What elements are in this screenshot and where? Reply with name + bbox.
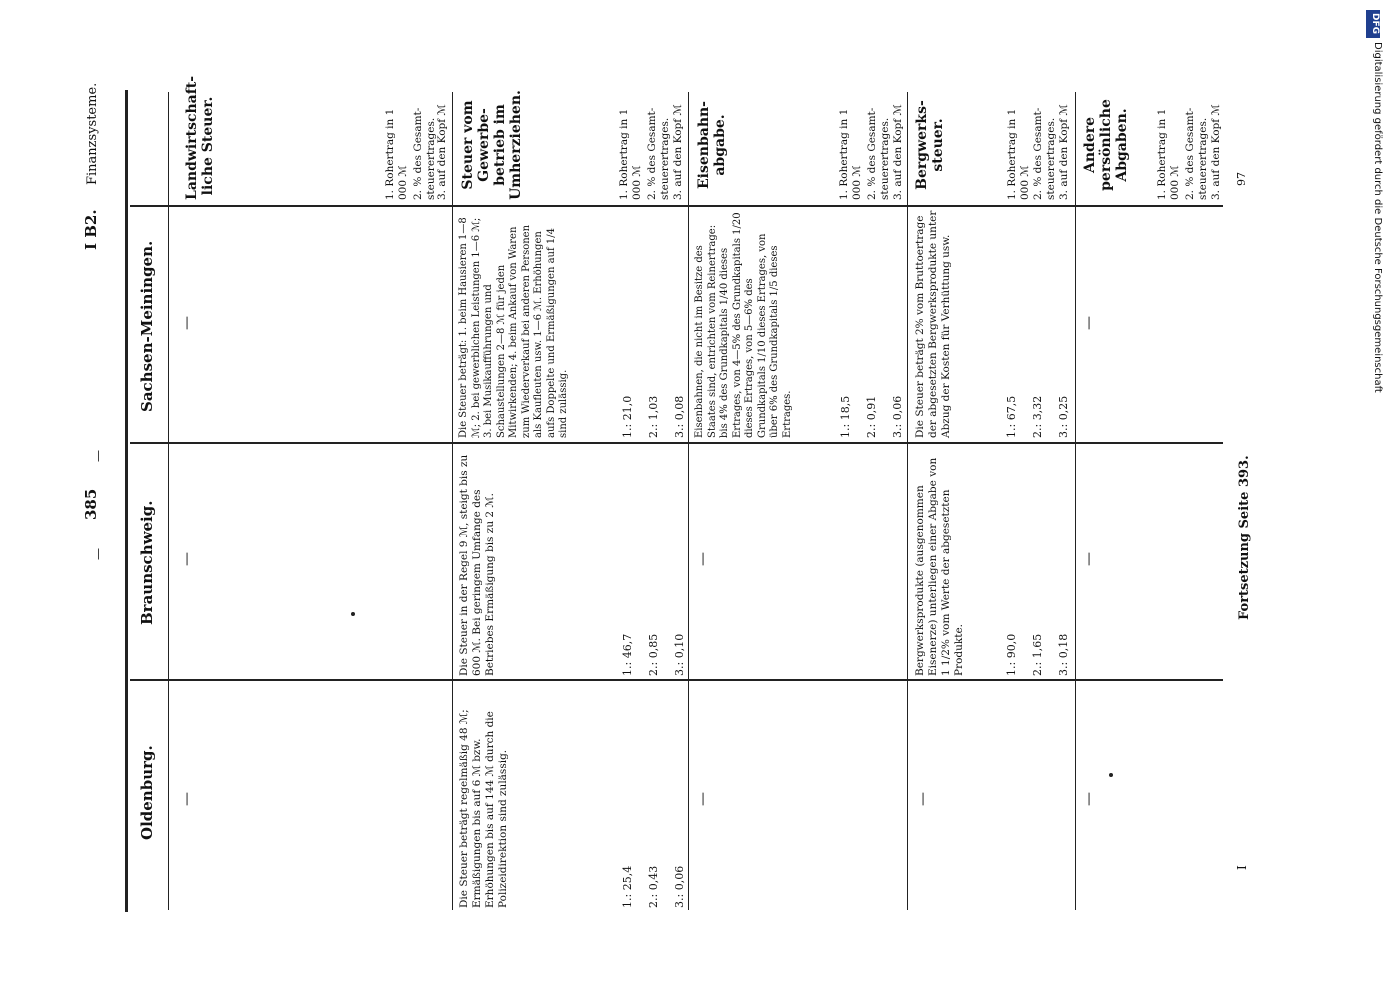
column-header-braunschweig: Braunschweig.	[138, 500, 156, 625]
cell-r4-sachsen-meiningen-v3: 3.: 0,25	[1057, 395, 1070, 438]
continuation-note: Fortsetzung Seite 393.	[1237, 455, 1252, 620]
legend-r2-2: 2. % des Gesamt-steuerertrages.	[646, 107, 671, 200]
cell-r5-oldenburg: —	[1081, 792, 1097, 806]
row-separator-2	[688, 92, 689, 910]
column-divider-2	[130, 442, 1223, 444]
cell-r2-oldenburg-text: Die Steuer beträgt regelmäßig 48 ℳ; Ermäßigungen bis auf 6 ℳ bzw. Erhöhungen bis auf 144 ℳ durch die Polizeidirektion sind zulässig.	[458, 709, 510, 908]
dfg-logo-text: DFG	[1370, 13, 1380, 35]
cell-r1-sachsen-meiningen: —	[179, 316, 195, 330]
digitization-note: Digitalisierung gefördert durch die Deutsche Forschungsgemeinschaft	[1372, 42, 1383, 393]
row-separator-3	[907, 92, 908, 910]
footer-roman: I	[1235, 865, 1249, 870]
legend-r5-2: 2. % des Gesamt-steuerertrages.	[1184, 107, 1209, 200]
category-eisenbahnabgabe: Eisenbahn-abgabe.	[696, 101, 729, 189]
page-number: 385	[82, 488, 100, 520]
legend-r3-3: 3. auf den Kopf ℳ	[892, 104, 904, 200]
ink-dot	[351, 612, 355, 616]
legend-r1-1: 1. Rohertrag in 1 000 ℳ	[384, 108, 409, 200]
category-andere-abgaben: Andere persönliche Abgaben.	[1082, 99, 1131, 191]
cell-r2-sachsen-meiningen-v1: 1.: 21,0	[621, 395, 634, 438]
cell-r2-braunschweig-v2: 2.: 0,85	[647, 633, 660, 676]
legend-r4-3: 3. auf den Kopf ℳ	[1058, 104, 1070, 200]
cell-r3-sachsen-meiningen-v3: 3.: 0,06	[891, 395, 904, 438]
ink-dot	[1109, 773, 1113, 777]
cell-r2-oldenburg-v2: 2.: 0,43	[647, 865, 660, 908]
legend-r3-2: 2. % des Gesamt-steuerertrages.	[866, 107, 891, 200]
cell-r3-braunschweig: —	[695, 552, 711, 566]
legend-r5-1: 1. Rohertrag in 1 000 ℳ	[1156, 108, 1181, 200]
cell-r2-sachsen-meiningen-text: Die Steuer beträgt: 1. beim Hausieren 1—8 ℳ; 2. bei gewerblichen Leistungen 1—6 ℳ; 3. bei Musikaufführungen und Schaustellungen 2—8 ℳ für jeden Mitwirkenden; 4. beim Ankauf von Waren zum Wiederverkauf bei anderen Personen als Kaufleuten usw. 1—6 ℳ. Erhöhungen aufs Doppelte und Ermäßigungen auf 1/4 sind zulässig.	[458, 217, 569, 438]
table-left-border	[125, 90, 128, 912]
category-gewerbebetrieb: Steuer vom Gewerbe-betrieb im Umherziehen.	[460, 90, 525, 200]
category-landwirtschaftliche-steuer: Landwirtschaft-liche Steuer.	[184, 75, 217, 200]
cell-r5-braunschweig: —	[1081, 552, 1097, 566]
row-separator-1	[452, 92, 453, 910]
topic-label: Finanzsysteme.	[85, 82, 100, 185]
page-dash-left: —	[91, 548, 105, 560]
legend-r3-1: 1. Rohertrag in 1 000 ℳ	[838, 108, 863, 200]
legend-r1-3: 3. auf den Kopf ℳ	[436, 104, 448, 200]
column-header-oldenburg: Oldenburg.	[138, 745, 156, 840]
column-divider-1	[130, 679, 1223, 681]
cell-r2-braunschweig-v3: 3.: 0,10	[673, 633, 686, 676]
cell-r5-sachsen-meiningen: —	[1081, 316, 1097, 330]
header-separator	[168, 92, 169, 910]
legend-r2-1: 1. Rohertrag in 1 000 ℳ	[618, 108, 643, 200]
row-separator-4	[1075, 92, 1076, 910]
category-bergwerkssteuer: Bergwerks-steuer.	[914, 100, 947, 190]
cell-r4-sachsen-meiningen-text: Die Steuer beträgt 2% vom Bruttoertrage der abgesetzten Bergwerksprodukte unter Abzug der Kosten für Verhüttung usw.	[914, 210, 953, 438]
cell-r2-braunschweig-v1: 1.: 46,7	[621, 633, 634, 676]
cell-r2-oldenburg-v3: 3.: 0,06	[673, 865, 686, 908]
cell-r4-oldenburg: —	[915, 792, 931, 806]
legend-r4-1: 1. Rohertrag in 1 000 ℳ	[1006, 108, 1031, 200]
cell-r4-braunschweig-text: Bergwerksprodukte (ausgenommen Eisenerze) unterliegen einer Abgabe von 1 1/2% vom Werte der abgesetzten Produkte.	[914, 457, 966, 676]
column-header-sachsen-meiningen: Sachsen-Meiningen.	[138, 240, 156, 412]
section-label: I B2.	[82, 209, 100, 250]
column-divider-3	[130, 205, 1223, 207]
cell-r4-braunschweig-v3: 3.: 0,18	[1057, 633, 1070, 676]
cell-r1-braunschweig: —	[179, 552, 195, 566]
footnote-number: 97	[1235, 172, 1248, 186]
cell-r2-sachsen-meiningen-v2: 2.: 1,03	[647, 395, 660, 438]
legend-r4-2: 2. % des Gesamt-steuerertrages.	[1032, 107, 1057, 200]
dfg-logo	[1366, 10, 1380, 38]
cell-r2-braunschweig-text: Die Steuer in der Regel 9 ℳ, steigt bis zu 600 ℳ. Bei geringem Umfange des Betriebes Ermäßigung bis zu 2 ℳ.	[458, 454, 497, 676]
legend-r2-3: 3. auf den Kopf ℳ	[672, 104, 684, 200]
cell-r2-oldenburg-v1: 1.: 25,4	[621, 865, 634, 908]
cell-r3-sachsen-meiningen-text: Eisenbahnen, die nicht im Besitze des Staates sind, entrichten vom Reinertrage: bis 4% des Grundkapitals 1/40 dieses Ertrages, von 4—5% des Grundkapitals 1/20 dieses Ertrages, von 5—6% des Grundkapitals 1/10 dieses Ertrages, von über 6% des Grundkapitals 1/5 dieses Ertrages.	[694, 212, 793, 438]
cell-r4-braunschweig-v1: 1.: 90,0	[1005, 633, 1018, 676]
legend-r5-3: 3. auf den Kopf ℳ	[1210, 104, 1222, 200]
cell-r2-sachsen-meiningen-v3: 3.: 0,08	[673, 395, 686, 438]
cell-r3-oldenburg: —	[695, 792, 711, 806]
cell-r1-oldenburg: —	[179, 792, 195, 806]
cell-r3-sachsen-meiningen-v1: 1.: 18,5	[839, 395, 852, 438]
page-dash-right: —	[91, 450, 105, 462]
cell-r3-sachsen-meiningen-v2: 2.: 0,91	[865, 395, 878, 438]
cell-r4-braunschweig-v2: 2.: 1,65	[1031, 633, 1044, 676]
cell-r4-sachsen-meiningen-v2: 2.: 3,32	[1031, 395, 1044, 438]
cell-r4-sachsen-meiningen-v1: 1.: 67,5	[1005, 395, 1018, 438]
legend-r1-2: 2. % des Gesamt-steuerertrages.	[412, 107, 437, 200]
